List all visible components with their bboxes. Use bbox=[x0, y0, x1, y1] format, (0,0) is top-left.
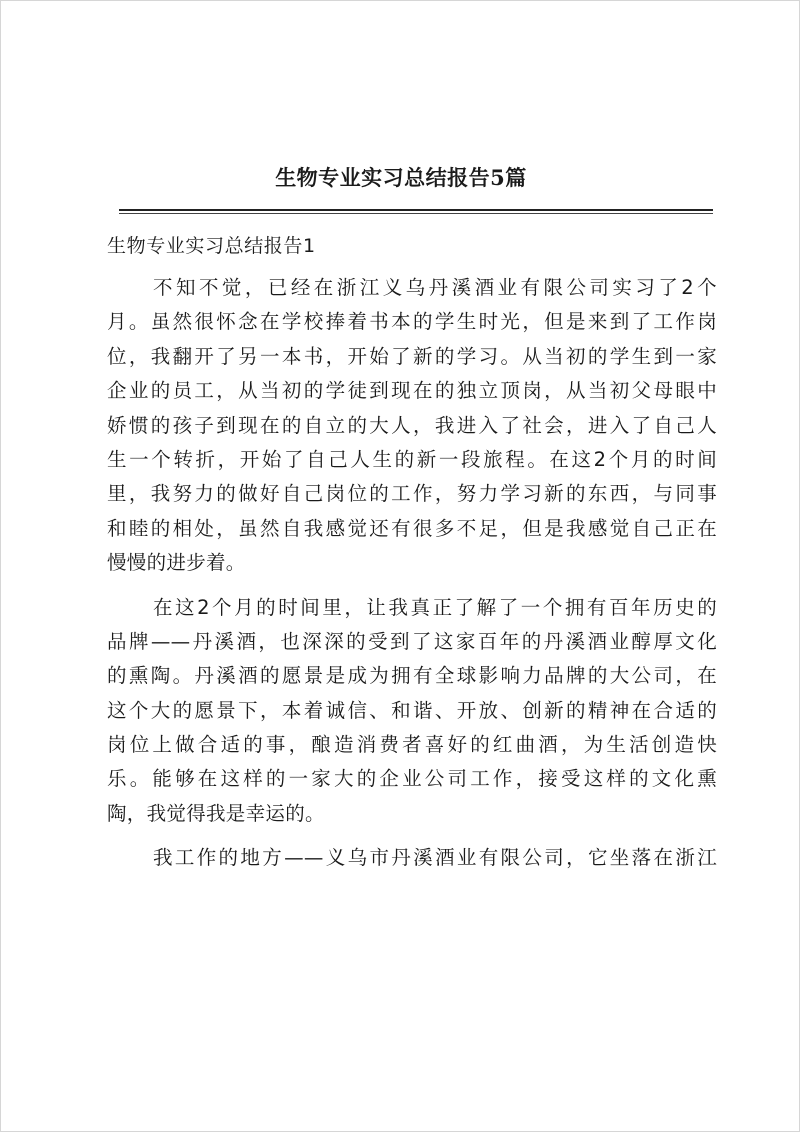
paragraph-line: 位，我翻开了另一本书，开始了新的学习。从当初的学生到一家 bbox=[107, 344, 717, 368]
paragraph-line: 我工作的地方——义乌市丹溪酒业有限公司，它坐落在浙江 bbox=[153, 846, 717, 870]
section-heading: 生物专业实习总结报告1 bbox=[107, 235, 316, 257]
paragraph-line: 和睦的相处，虽然自我感觉还有很多不足，但是我感觉自己正在 bbox=[107, 516, 717, 540]
paragraph-line: 的熏陶。丹溪酒的愿景是成为拥有全球影响力品牌的大公司，在 bbox=[107, 664, 717, 688]
paragraph-line: 不知不觉，已经在浙江义乌丹溪酒业有限公司实习了2个 bbox=[153, 276, 717, 299]
divider-thick-line bbox=[119, 209, 713, 211]
paragraph-line: 里，我努力的做好自己岗位的工作，努力学习新的东西，与同事 bbox=[107, 482, 717, 506]
paragraph-line: 乐。能够在这样的一家大的企业公司工作，接受这样的文化熏 bbox=[107, 767, 717, 791]
paragraph-line: 岗位上做合适的事，酿造消费者喜好的红曲酒，为生活创造快 bbox=[107, 733, 717, 757]
divider-thin-line bbox=[119, 213, 713, 214]
paragraph-line: 品牌——丹溪酒，也深深的受到了这家百年的丹溪酒业醇厚文化 bbox=[107, 629, 717, 653]
paragraph-3 bbox=[107, 841, 717, 875]
paragraph-line: 陶，我觉得我是幸运的。 bbox=[107, 801, 325, 825]
title-divider bbox=[119, 209, 713, 215]
paragraph-line: 娇惯的孩子到现在的自立的大人，我进入了社会，进入了自己人 bbox=[107, 413, 717, 437]
paragraph-line: 慢慢的进步着。 bbox=[107, 551, 246, 575]
paragraph-2 bbox=[107, 591, 717, 832]
paragraph-line: 在这2个月的时间里，让我真正了解了一个拥有百年历史的 bbox=[153, 595, 717, 619]
paragraph-line: 生一个转折，开始了自己人生的新一段旅程。在这2个月的时间 bbox=[107, 447, 717, 471]
document-body bbox=[107, 231, 717, 886]
paragraph-line: 这个大的愿景下，本着诚信、和谐、开放、创新的精神在合适的 bbox=[107, 698, 717, 722]
paragraph-1 bbox=[107, 271, 717, 581]
document-title: 生物专业实习总结报告5篇 bbox=[275, 165, 527, 190]
paragraph-line: 企业的员工，从当初的学徒到现在的独立顶岗，从当初父母眼中 bbox=[107, 379, 717, 403]
paragraph-line: 月。虽然很怀念在学校捧着书本的学生时光，但是来到了工作岗 bbox=[107, 310, 717, 334]
